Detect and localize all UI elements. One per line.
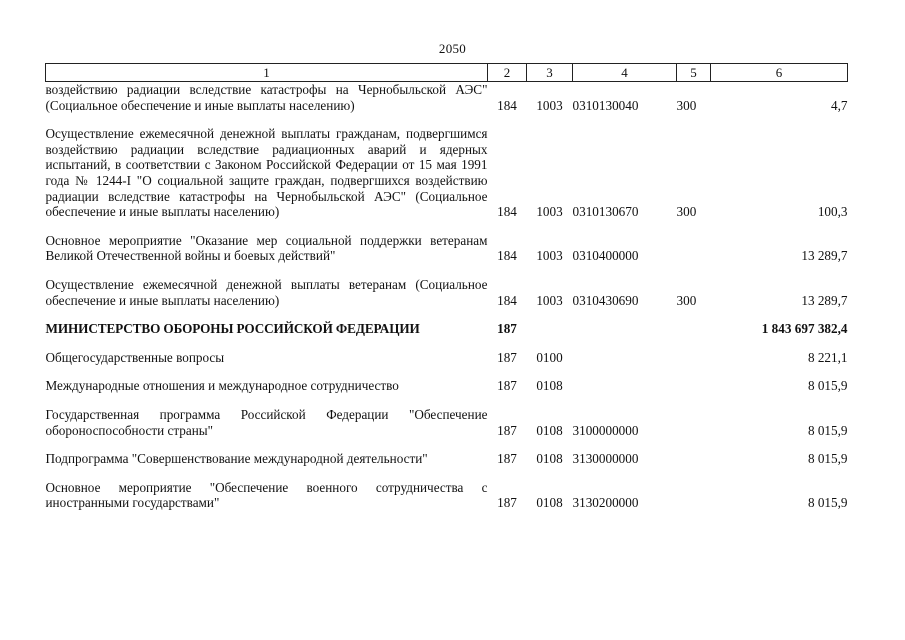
header-col-5: 5 [677,64,711,82]
row-vr [677,378,711,394]
header-col-6: 6 [711,64,848,82]
row-rz: 0108 [536,451,563,467]
row-glava: 187 [497,349,517,365]
row-rz: 0108 [536,495,563,511]
table-row [46,350,848,366]
row-amount: 8 015,9 [807,378,848,394]
row-amount: 8 221,1 [807,349,848,365]
row-vr [677,407,711,438]
row-description: Основное мероприятие "Обеспечение военного сотрудничества с иностранными государствами" [45,479,488,511]
row-csr [573,321,677,337]
row-amount: 8 015,9 [807,451,848,467]
row-description: МИНИСТЕРСТВО ОБОРОНЫ РОССИЙСКОЙ ФЕДЕРАЦИИ [45,321,420,337]
row-glava: 187 [497,422,517,438]
row-description: Государственная программа Российской Федерации "Обеспечение обороноспособности страны" [45,406,488,438]
page-number: 2050 [438,41,467,56]
row-description: воздействию радиации вследствие катастрофы на Чернобыльской АЭС" (Социальное обеспечение и иные выплаты населению) [45,82,488,113]
table-row [46,233,848,264]
row-rz: 1003 [536,292,563,308]
row-rz: 1003 [536,248,563,264]
row-description: Основное мероприятие "Оказание мер социальной поддержки ветеранам Великой Отечественной войны и боевых действий" [45,232,488,264]
row-amount: 13 289,7 [801,292,848,308]
row-glava: 187 [497,495,517,511]
row-csr: 3130000000 [572,451,639,467]
row-description: Осуществление ежемесячной денежной выплаты гражданам, подвергшимся воздействию радиации вследствие радиационных аварий и ядерных испытаний, в соответствии с Законом Российской Федерации от 15 мая 1991 года № 1244-I "О социальной защите граждан, подвергшихся воздействию радиации вследствие катастрофы на Чернобыльской АЭС" (Социальное обеспечение и иные выплаты населению) [45,126,488,220]
row-vr [677,480,711,511]
table-row [46,277,848,308]
row-rz: 1003 [536,204,563,220]
row-csr: 0310130040 [572,97,639,113]
row-amount: 13 289,7 [801,248,848,264]
row-amount: 100,3 [817,204,848,220]
header-col-4: 4 [573,64,677,82]
row-vr: 300 [676,97,697,113]
header-row [46,64,848,82]
row-glava: 187 [497,378,517,394]
row-vr [677,233,711,264]
row-csr: 3100000000 [572,422,639,438]
table-row-ministry [46,321,848,337]
table-row [46,378,848,394]
row-glava: 184 [497,292,517,308]
row-csr: 0310130670 [572,204,639,220]
row-glava: 184 [497,248,517,264]
row-amount: 4,7 [831,97,848,113]
row-vr [677,350,711,366]
table-row [46,82,848,114]
row-rz: 1003 [536,97,563,113]
row-description: Общегосударственные вопросы [45,349,225,365]
row-description: Осуществление ежемесячной денежной выплаты ветеранам (Социальное обеспечение и иные выплаты населению) [45,276,488,308]
header-col-3: 3 [527,64,573,82]
table-row [46,451,848,467]
header-col-2: 2 [488,64,527,82]
table-row [46,126,848,220]
budget-table [45,63,848,511]
header-col-1: 1 [46,64,488,82]
row-rz: 0100 [536,349,563,365]
row-rz: 0108 [536,378,563,394]
row-description: Подпрограмма "Совершенствование международной деятельности" [45,451,428,467]
row-amount: 1 843 697 382,4 [761,321,848,337]
row-vr: 300 [676,204,697,220]
row-rz: 0108 [536,422,563,438]
row-vr [677,451,711,467]
table-row [46,407,848,438]
row-amount: 8 015,9 [807,495,848,511]
row-csr: 0310430690 [572,292,639,308]
table-row [46,480,848,511]
row-glava: 184 [497,204,517,220]
row-rz [527,321,573,337]
row-vr: 300 [676,292,697,308]
row-description: Международные отношения и международное сотрудничество [45,378,399,394]
row-glava: 184 [497,97,517,113]
row-csr: 0310400000 [572,248,639,264]
row-csr [573,350,677,366]
row-vr [677,321,711,337]
row-amount: 8 015,9 [807,422,848,438]
row-csr [573,378,677,394]
row-glava: 187 [497,321,517,337]
row-csr: 3130200000 [572,495,639,511]
row-glava: 187 [497,451,517,467]
